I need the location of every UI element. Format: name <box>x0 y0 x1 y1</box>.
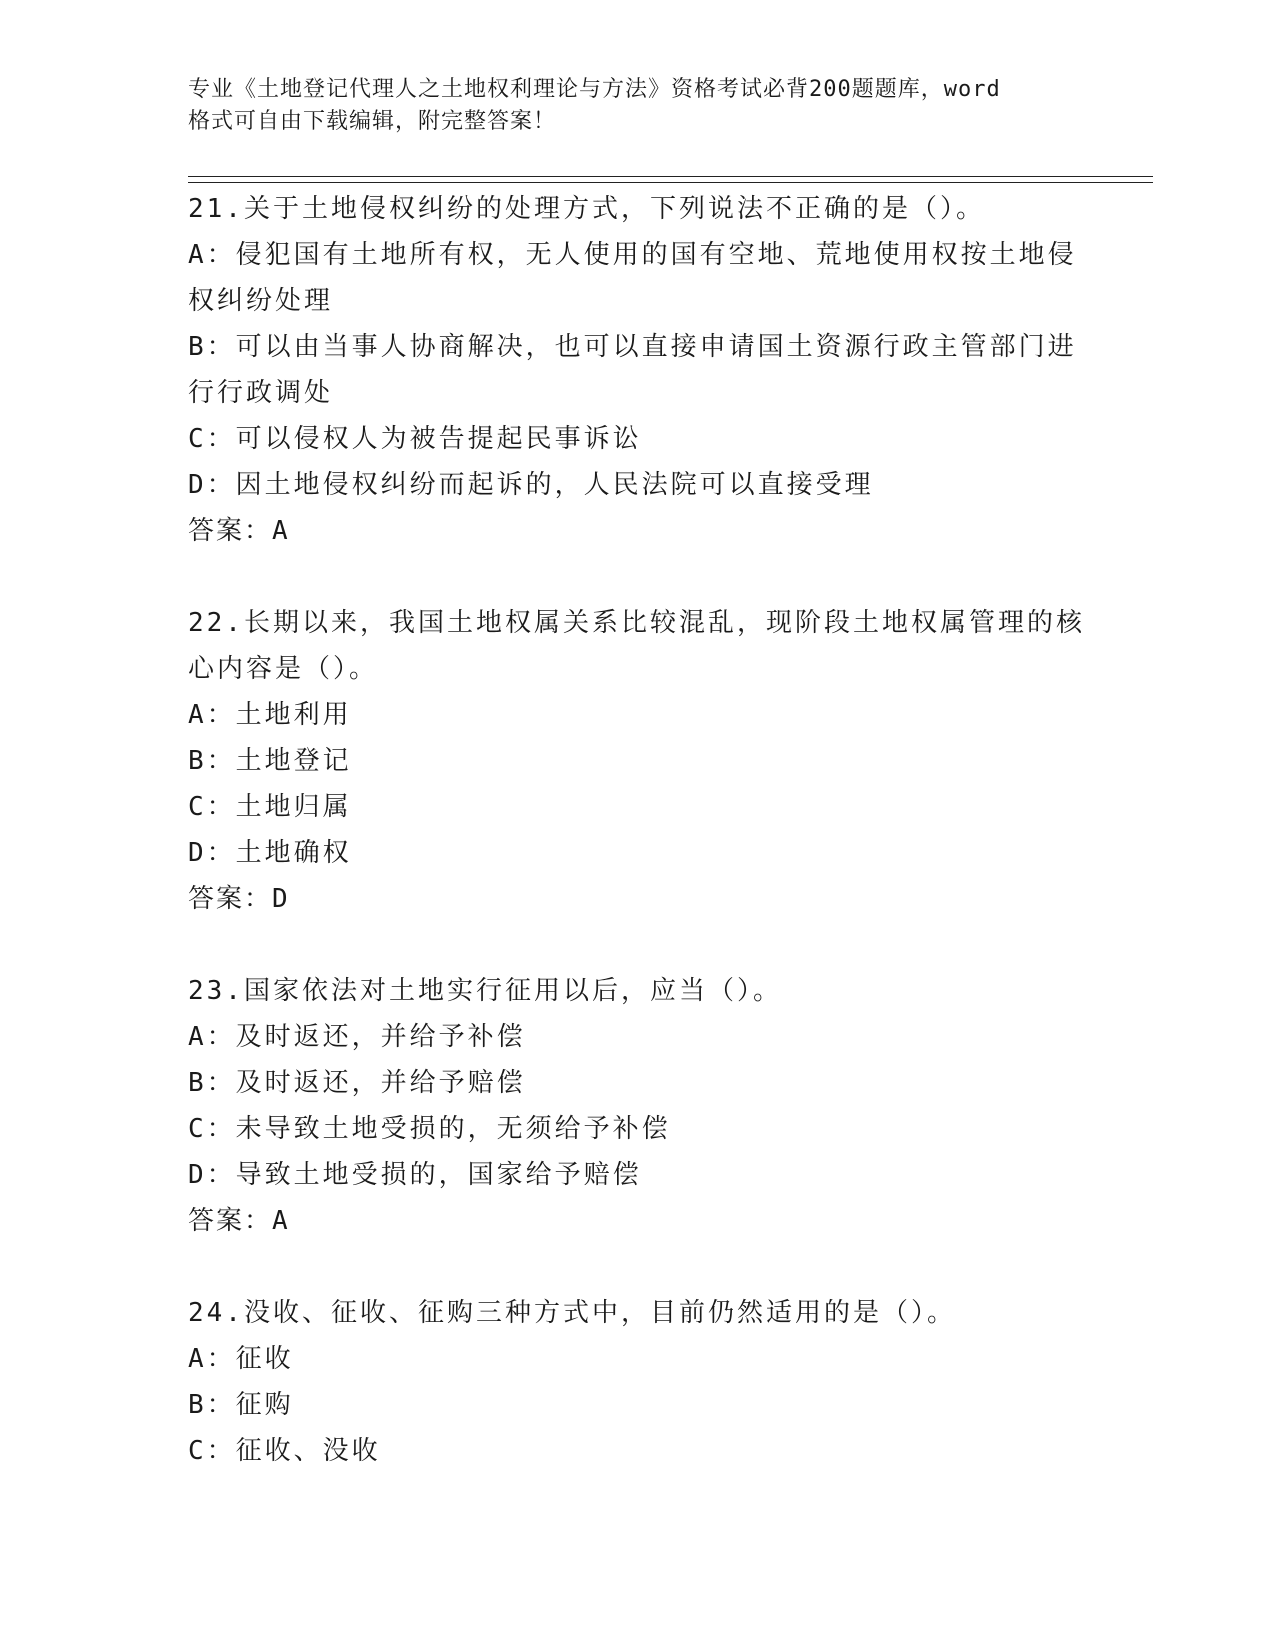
option-d: D：因土地侵权纠纷而起诉的，人民法院可以直接受理 <box>188 470 874 500</box>
answer-label: 答案： <box>188 516 273 546</box>
document-header <box>188 74 1068 138</box>
option-a-cont: 权纠纷处理 <box>188 286 334 316</box>
question-22 <box>188 600 1088 922</box>
question-list <box>188 186 1088 1520</box>
option-c: C：土地归属 <box>188 792 352 822</box>
option-b: B：及时返还，并给予赔偿 <box>188 1068 526 1098</box>
answer-label: 答案： <box>188 1206 273 1236</box>
question-23 <box>188 968 1088 1244</box>
option-a: A：及时返还，并给予补偿 <box>188 1022 526 1052</box>
answer-value: A <box>272 516 290 546</box>
option-b: B：土地登记 <box>188 746 352 776</box>
header-line-1: 专业《土地登记代理人之土地权利理论与方法》资格考试必背200题题库，word <box>188 77 1001 102</box>
option-a: A：侵犯国有土地所有权，无人使用的国有空地、荒地使用权按土地侵 <box>188 240 1077 270</box>
answer-line <box>188 876 1088 922</box>
question-stem-cont: 心内容是（）。 <box>188 654 379 684</box>
option-b: B：征购 <box>188 1390 294 1420</box>
answer-label: 答案： <box>188 884 273 914</box>
answer-line <box>188 1198 1088 1244</box>
header-divider-top <box>188 176 1153 177</box>
option-b-cont: 行行政调处 <box>188 378 334 408</box>
question-stem: 21.关于土地侵权纠纷的处理方式，下列说法不正确的是（）。 <box>188 194 985 224</box>
option-c: C：未导致土地受损的，无须给予补偿 <box>188 1114 671 1144</box>
answer-value: D <box>272 884 290 914</box>
question-stem: 24.没收、征收、征购三种方式中，目前仍然适用的是（）。 <box>188 1298 956 1328</box>
option-a: A：土地利用 <box>188 700 352 730</box>
option-d: D：导致土地受损的，国家给予赔偿 <box>188 1160 642 1190</box>
question-21 <box>188 186 1088 554</box>
question-24 <box>188 1290 1088 1474</box>
answer-line <box>188 508 1088 554</box>
option-d: D：土地确权 <box>188 838 352 868</box>
answer-value: A <box>272 1206 290 1236</box>
option-a: A：征收 <box>188 1344 294 1374</box>
option-c: C：征收、没收 <box>188 1436 381 1466</box>
question-stem: 23.国家依法对土地实行征用以后，应当（）。 <box>188 976 782 1006</box>
header-line-2: 格式可自由下载编辑，附完整答案！ <box>188 109 557 134</box>
question-stem: 22.长期以来，我国土地权属关系比较混乱，现阶段土地权属管理的核 <box>188 608 1085 638</box>
header-divider-bottom <box>188 182 1153 183</box>
option-b: B：可以由当事人协商解决，也可以直接申请国土资源行政主管部门进 <box>188 332 1077 362</box>
option-c: C：可以侵权人为被告提起民事诉讼 <box>188 424 642 454</box>
